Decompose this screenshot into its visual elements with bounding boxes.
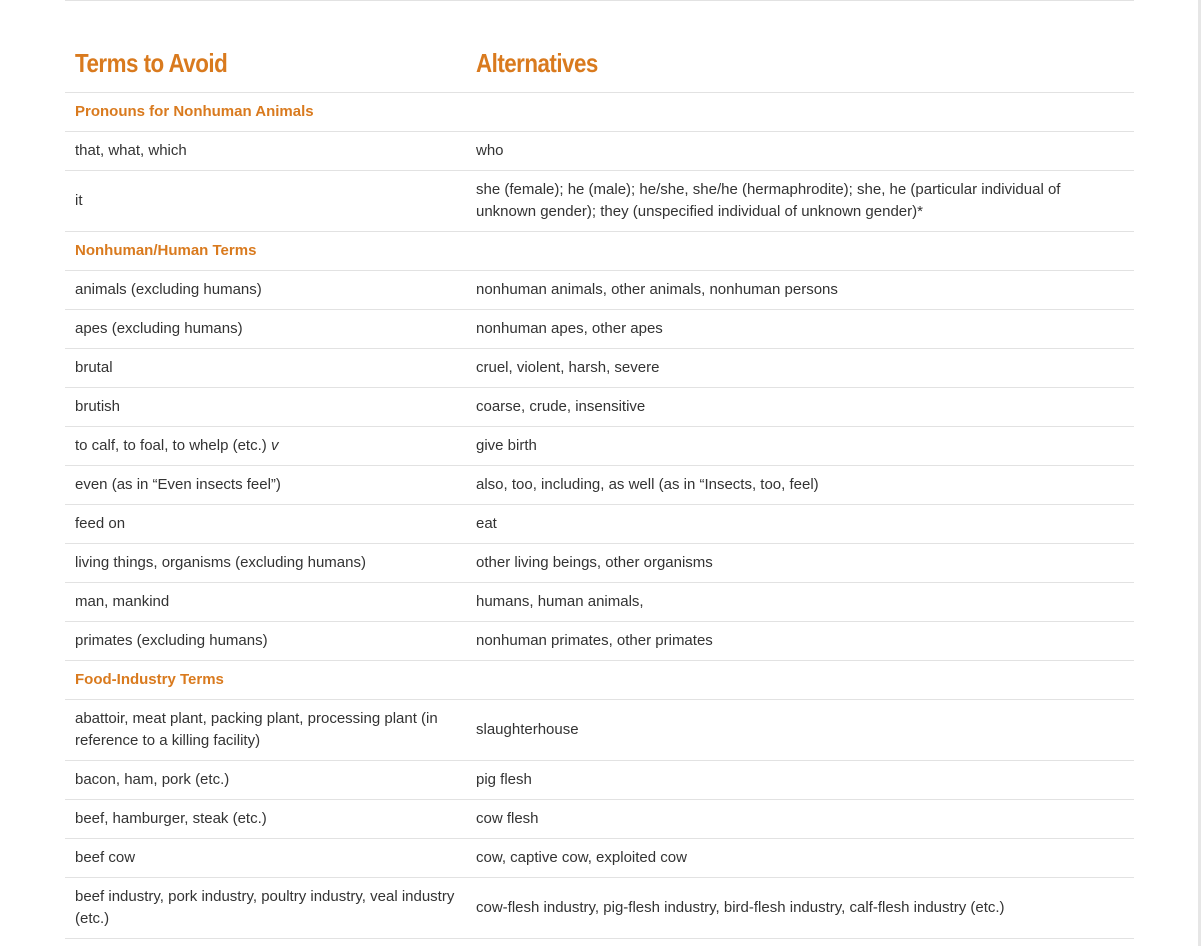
term-alternative: cow, captive cow, exploited cow [466,839,1134,878]
term-to-avoid-text: to calf, to foal, to whelp (etc.) [75,437,267,454]
term-to-avoid: beef industry, pork industry, poultry industry, veal industry (etc.) [65,878,466,939]
top-divider [65,0,1134,1]
term-to-avoid: living things, organisms (excluding humans) [65,544,466,583]
table-row [65,761,1134,800]
term-alternative: nonhuman primates, other primates [466,622,1134,661]
header-alternatives-label: Alternatives [476,48,598,78]
term-to-avoid: apes (excluding humans) [65,310,466,349]
header-terms-to-avoid-label: Terms to Avoid [75,48,228,78]
term-to-avoid: abattoir, meat plant, packing plant, processing plant (in reference to a killing facility) [65,700,466,761]
table-row [65,878,1134,939]
term-to-avoid: bacon, ham, pork (etc.) [65,761,466,800]
term-alternative: cruel, violent, harsh, severe [466,349,1134,388]
term-alternative: give birth [466,427,1134,466]
table-row [65,132,1134,171]
table-row [65,427,1134,466]
table-row [65,700,1134,761]
table-row [65,388,1134,427]
verb-marker: v [270,437,279,454]
table-row [65,839,1134,878]
term-alternative: who [466,132,1134,171]
term-alternative: nonhuman apes, other apes [466,310,1134,349]
term-alternative: pig flesh [466,761,1134,800]
term-to-avoid: feed on [65,505,466,544]
section-row [65,661,1134,700]
table-row [65,310,1134,349]
term-to-avoid: beef cow [65,839,466,878]
term-alternative: also, too, including, as well (as in “Insects, too, feel) [466,466,1134,505]
term-to-avoid: beef, hamburger, steak (etc.) [65,800,466,839]
header-terms-to-avoid [65,35,466,93]
term-to-avoid: brutal [65,349,466,388]
term-alternative: she (female); he (male); he/she, she/he (hermaphrodite); she, he (particular individual of unknown gender); they (unspecified individual of unknown gender)* [466,171,1134,232]
term-to-avoid: man, mankind [65,583,466,622]
table-row [65,800,1134,839]
term-to-avoid [65,427,466,466]
table-row [65,622,1134,661]
term-to-avoid: that, what, which [65,132,466,171]
table-row [65,349,1134,388]
term-alternative: cow flesh [466,800,1134,839]
term-alternative: nonhuman animals, other animals, nonhuman persons [466,271,1134,310]
term-to-avoid: it [65,171,466,232]
section-title: Nonhuman/Human Terms [65,232,1134,271]
section-row [65,93,1134,132]
header-alternatives [466,35,1134,93]
term-alternative: eat [466,505,1134,544]
term-to-avoid: animals (excluding humans) [65,271,466,310]
table-row [65,583,1134,622]
section-row [65,232,1134,271]
term-alternative: cow-flesh industry, pig-flesh industry, bird-flesh industry, calf-flesh industry (etc.) [466,878,1134,939]
table-row [65,544,1134,583]
term-alternative: coarse, crude, insensitive [466,388,1134,427]
table-header-row [65,35,1134,93]
terms-table [65,35,1134,939]
table-row [65,271,1134,310]
term-alternative: humans, human animals, [466,583,1134,622]
table-row [65,466,1134,505]
term-to-avoid: primates (excluding humans) [65,622,466,661]
section-title: Pronouns for Nonhuman Animals [65,93,1134,132]
term-to-avoid: even (as in “Even insects feel”) [65,466,466,505]
term-alternative: other living beings, other organisms [466,544,1134,583]
section-title: Food-Industry Terms [65,661,1134,700]
term-to-avoid: brutish [65,388,466,427]
term-alternative: slaughterhouse [466,700,1134,761]
table-row [65,505,1134,544]
table-row [65,171,1134,232]
